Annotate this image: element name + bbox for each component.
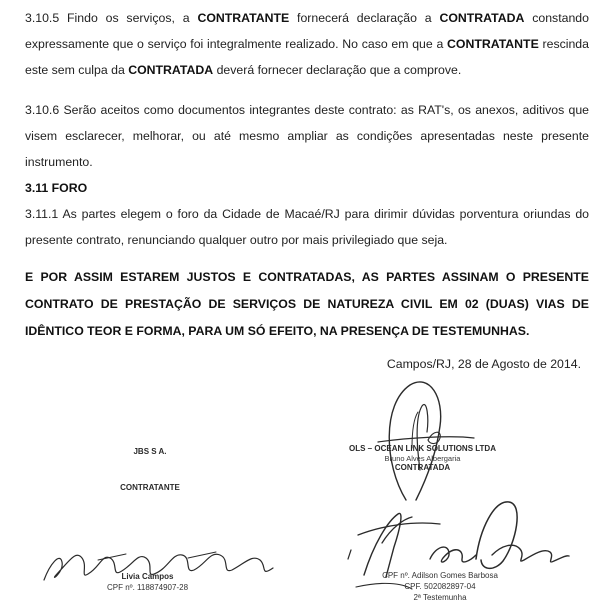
- witness-right-label: 2ª Testemunha: [413, 593, 467, 601]
- witness-left-cpf: CPF nº. 118874907-28: [106, 583, 189, 592]
- contratada-block: [340, 444, 505, 473]
- clause-3-10-5: 3.10.5 Findo os serviços, a CONTRATANTE fornecerá declaração a CONTRATADA constando expressamente que o serviço foi integralmente realizado. No caso em que a CONTRATANTE rescinda este sem culpa da CONTRATADA deverá fornecer declaração que a comprove.: [25, 11, 589, 77]
- clause-3-10-6: 3.10.6 Serão aceitos como documentos integrantes deste contrato: as RAT's, os anexos, aditivos que visem esclarecer, melhorar, ou até mesmo ampliar as condições apresentadas neste presente instrumento.: [25, 103, 589, 169]
- section-heading-foro: 3.11 FORO: [25, 181, 88, 195]
- contratada-role-label: CONTRATADA: [394, 463, 451, 472]
- clause-3-11-1: 3.11.1 As partes elegem o foro da Cidade de Macaé/RJ para dirimir dúvidas porventura oriundas do presente contrato, renunciando qualquer outro por mais privilegiado que seja.: [25, 207, 589, 247]
- contratada-signature-icon: [376, 378, 476, 502]
- contratada-signer: Bruno Alves Albergaria: [384, 454, 461, 463]
- closing-paragraph: E POR ASSIM ESTAREM JUSTOS E CONTRATADAS, AS PARTES ASSINAM O PRESENTE CONTRATO DE PRESTAÇÃO DE SERVIÇOS DE NATUREZA CIVIL EM 02 (DUAS) VIAS DE IDÊNTICO TEOR E FORMA, PARA UM SÓ EFEITO, NA PRESENÇA DE TESTEMUNHAS.: [25, 270, 589, 338]
- contratante-block: [85, 447, 215, 493]
- livia-campos-signature-icon: [40, 542, 280, 586]
- contratante-role-label: CONTRATANTE: [120, 483, 180, 492]
- witness-right-name: CPF nº. Adilson Gomes Barbosa: [382, 571, 498, 580]
- witness-left-name: Livia Campos: [121, 572, 174, 581]
- contratante-company: JBS S A.: [133, 447, 167, 456]
- witness-right-cpf: CPF. 502082897-04: [404, 582, 476, 591]
- date-line: Campos/RJ, 28 de Agosto de 2014.: [386, 357, 581, 372]
- contratada-company: OLS – OCEAN LINK SOLUTIONS LTDA: [349, 444, 496, 453]
- witness-right-block: [360, 570, 520, 601]
- barbosa-signature-icon: [342, 497, 570, 593]
- witness-left-block: [80, 572, 215, 593]
